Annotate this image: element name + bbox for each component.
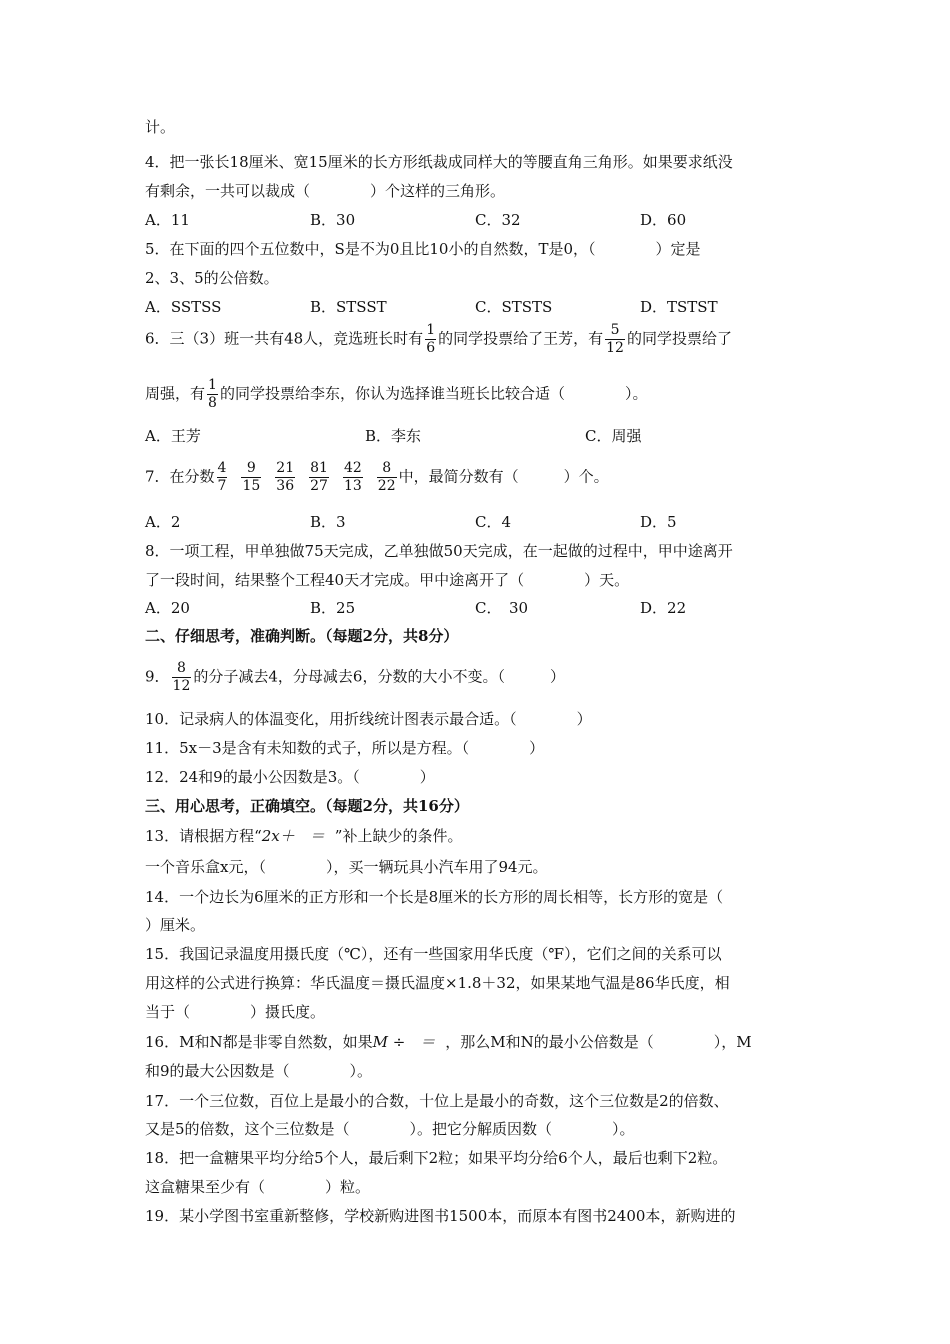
fraction-denominator: 36 [276,478,295,494]
q5-option-a: A．SSTSS [145,298,222,316]
q5-option-d: D．TSTST [640,298,718,316]
q9-text-b: 的分子减去4，分母减去6，分数的大小不变。（ ） [193,667,565,686]
fraction-numerator: 5 [610,322,620,338]
fraction-numerator: 42 [343,460,362,476]
fraction-denominator: 12 [172,678,191,694]
q6-text-d: 周强，有 [145,384,206,403]
q6-line2 [145,377,647,412]
q6-option-a: A．王芳 [145,427,201,445]
q7-option-b: B．3 [310,513,346,531]
q9-line [145,660,565,695]
q19-line1: 19．某小学图书室重新整修，学校新购进图书1500本，而原本有图书2400本，新购进的 [145,1207,736,1225]
fraction-denominator: 15 [242,478,261,494]
q18-line2: 这盒糖果至少有（ ）粒。 [145,1178,371,1196]
q6-fraction-1 [425,322,436,357]
q6-fraction-3 [207,377,218,412]
q7-option-a: A．2 [145,513,181,531]
q8-option-d: D．22 [640,599,687,617]
q14-line2: ）厘米。 [145,916,206,934]
fraction-numerator: 1 [426,322,436,338]
q7-fraction [343,460,363,495]
q17-line2: 又是5的倍数，这个三位数是（ ）。把它分解质因数（ ）。 [145,1120,635,1138]
q8-option-b: B．25 [310,599,356,617]
q7-option-d: D．5 [640,513,677,531]
q7-fraction [275,460,295,495]
q11-line: 11．5x－3是含有未知数的式子，所以是方程。（ ） [145,739,545,757]
q16-line2: 和9的最大公因数是（ ）。 [145,1062,373,1080]
q9-fraction [172,660,192,695]
q12-line: 12．24和9的最小公因数是3。（ ） [145,768,435,786]
q15-line1: 15．我国记录温度用摄氏度（℃），还有一些国家用华氏度（℉），它们之间的关系可以 [145,945,722,963]
q4-line1: 4．把一张长18厘米、宽15厘米的长方形纸裁成同样大的等腰直角三角形。如果要求纸没 [145,153,733,171]
q8-option-c: C． 30 [475,599,529,617]
q6-option-b: B．李东 [365,427,422,445]
q13-equation: 2x＋ ＝ [261,827,325,845]
fraction-denominator: 22 [377,478,396,494]
q17-line1: 17．一个三位数，百位上是最小的合数，十位上是最小的奇数，这个三位数是2的倍数、 [145,1092,729,1110]
q4-option-c: C．32 [475,211,521,229]
q8-line2: 了一段时间，结果整个工程40天才完成。甲中途离开了（ ）天。 [145,571,630,589]
q15-line3: 当于（ ）摄氏度。 [145,1003,326,1021]
fraction-numerator: 9 [246,460,256,476]
q5-line2: 2、3、5的公倍数。 [145,269,279,287]
q5-line1: 5．在下面的四个五位数中，S是不为0且比10小的自然数，T是0，（ ）定是 [145,240,701,258]
q8-line1: 8．一项工程，甲单独做75天完成，乙单独做50天完成，在一起做的过程中，甲中途离开 [145,542,733,560]
q7-fraction [377,460,397,495]
q6-line1 [145,322,732,357]
fraction-denominator: 13 [343,478,362,494]
q7-text-a: 7．在分数 [145,467,215,486]
q7-fraction [217,460,228,495]
fraction-numerator: 8 [177,660,186,676]
q7-text-b: 中，最简分数有（ ）个。 [398,467,609,486]
q16-text-a: 16．M和N都是非零自然数，如果 [145,1033,373,1051]
q7-line [145,460,609,495]
q13-text-b: ”补上缺少的条件。 [334,827,463,845]
q4-option-b: B．30 [310,211,356,229]
q4-option-d: D．60 [640,211,687,229]
q6-fraction-2 [605,322,625,357]
q7-fraction [241,460,261,495]
q16-equation: M ÷ ＝ [372,1033,436,1051]
q15-line2: 用这样的公式进行换算：华氏温度＝摄氏温度×1.8＋32，如果某地气温是86华氏度，相 [145,974,730,992]
q6-option-c: C．周强 [585,427,642,445]
q13-text-a: 13．请根据方程“ [145,827,262,845]
q6-text-e: 的同学投票给李东，你认为选择谁当班长比较合适（ ）。 [219,384,648,403]
fraction-denominator: 27 [310,478,328,494]
q6-text-b: 的同学投票给了王芳，有 [438,329,604,348]
q5-option-b: B．STSST [310,298,387,316]
q13-line2: 一个音乐盒x元，（ ），买一辆玩具小汽车用了94元。 [145,858,548,876]
fraction-numerator: 8 [382,460,392,476]
q5-option-c: C．STSTS [475,298,553,316]
q7-fraction [309,460,329,495]
fraction-numerator: 1 [208,377,217,393]
continued-text: 计。 [145,118,176,136]
q16-text-b: ，那么M和N的最小公倍数是（ ），M [445,1033,752,1051]
q6-text-a: 6．三（3）班一共有48人，竞选班长时有 [145,329,424,348]
q8-option-a: A．20 [145,599,190,617]
q4-line2: 有剩余，一共可以裁成（ ）个这样的三角形。 [145,182,506,200]
fraction-numerator: 81 [310,460,328,476]
q13-line1 [145,826,462,846]
q9-text-a: 9． [145,667,170,686]
fraction-denominator: 12 [606,340,624,356]
fraction-numerator: 4 [217,460,227,476]
section-2-heading: 二、仔细思考，准确判断。（每题2分，共8分） [145,627,459,645]
q7-option-c: C．4 [475,513,512,531]
fraction-denominator: 7 [217,478,227,494]
fraction-numerator: 21 [276,460,295,476]
q10-line: 10．记录病人的体温变化，用折线统计图表示最合适。（ ） [145,710,592,728]
fraction-denominator: 8 [208,395,217,411]
q6-text-c: 的同学投票给了 [626,329,732,348]
fraction-denominator: 6 [426,340,436,356]
q14-line1: 14．一个边长为6厘米的正方形和一个长是8厘米的长方形的周长相等，长方形的宽是（ [145,888,724,906]
section-3-heading: 三、用心思考，正确填空。（每题2分，共16分） [145,797,469,815]
q4-option-a: A．11 [145,211,190,229]
q18-line1: 18．把一盒糖果平均分给5个人，最后剩下2粒；如果平均分给6个人，最后也剩下2粒。 [145,1149,728,1167]
q16-line1 [145,1032,752,1052]
